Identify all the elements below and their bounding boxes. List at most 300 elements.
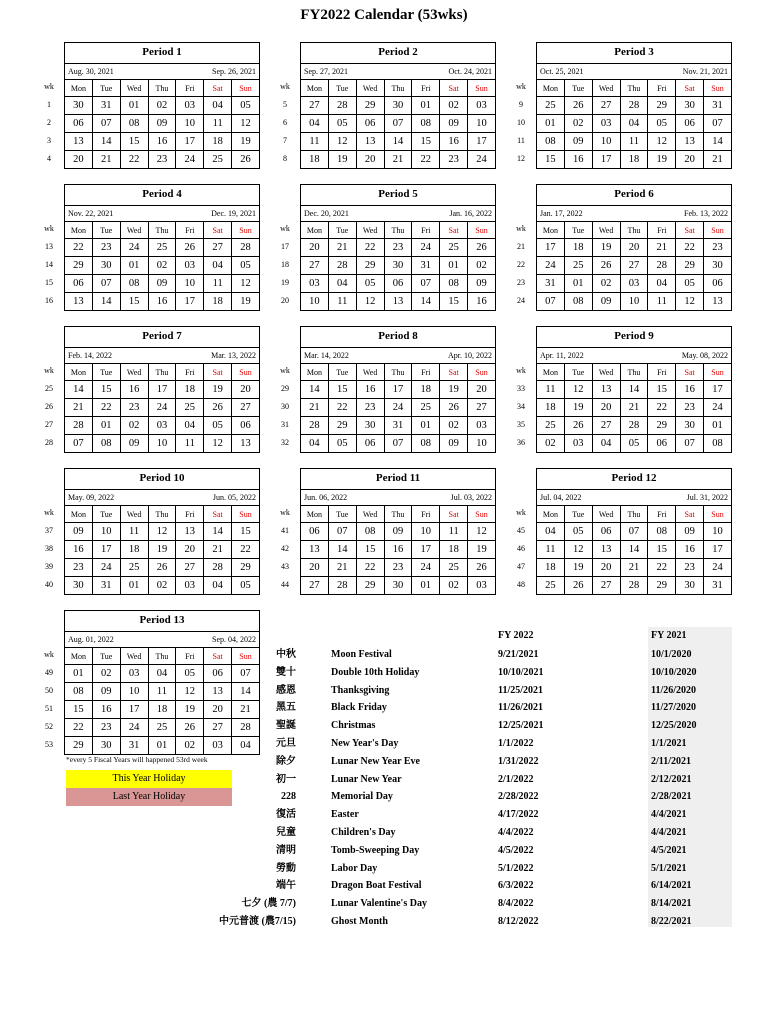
period-date-range	[536, 205, 732, 221]
period-day-table	[536, 79, 732, 169]
day-cell: 11	[328, 293, 356, 311]
period-end-date: May. 08, 2022	[681, 351, 728, 360]
week-row	[65, 577, 260, 595]
day-header: Mon	[65, 80, 93, 97]
period-start-date: Apr. 11, 2022	[540, 351, 584, 360]
day-header: Tue	[328, 506, 356, 523]
day-cell: 29	[356, 97, 384, 115]
day-cell: 01	[148, 737, 176, 755]
day-cell: 26	[592, 257, 620, 275]
day-cell: 05	[232, 577, 260, 595]
week-number: 28	[45, 438, 53, 447]
day-header: Fri	[176, 648, 204, 665]
day-cell: 08	[537, 133, 565, 151]
wk-label: wk	[516, 508, 526, 517]
day-cell: 19	[328, 151, 356, 169]
holiday-english-name: Dragon Boat Festival	[331, 880, 422, 892]
week-row	[537, 115, 732, 133]
holiday-chinese-name: 聖誕	[276, 720, 296, 732]
day-cell: 22	[120, 151, 148, 169]
week-row	[65, 701, 260, 719]
day-cell: 17	[384, 381, 412, 399]
holiday-date-fy2022: 2/1/2022	[498, 773, 534, 785]
period-end-date: Jul. 03, 2022	[450, 493, 492, 502]
day-cell: 31	[384, 417, 412, 435]
day-header: Thu	[148, 364, 176, 381]
day-cell: 27	[232, 399, 260, 417]
day-cell: 22	[232, 541, 260, 559]
day-cell: 19	[440, 381, 468, 399]
day-header: Sun	[468, 222, 496, 239]
day-cell: 01	[537, 115, 565, 133]
week-row	[537, 417, 732, 435]
period-date-range	[536, 347, 732, 363]
holiday-english-name: Christmas	[331, 720, 376, 732]
holiday-date-fy2022: 12/25/2021	[498, 720, 544, 732]
day-cell: 01	[704, 417, 732, 435]
day-cell: 07	[232, 665, 260, 683]
day-cell: 26	[232, 151, 260, 169]
day-cell: 13	[384, 293, 412, 311]
day-header: Tue	[564, 506, 592, 523]
day-cell: 26	[564, 577, 592, 595]
day-header: Fri	[176, 80, 204, 97]
day-cell: 30	[92, 737, 120, 755]
day-cell: 08	[120, 115, 148, 133]
day-cell: 14	[704, 133, 732, 151]
day-header: Sun	[704, 506, 732, 523]
week-number: 6	[283, 118, 287, 127]
day-cell: 20	[676, 151, 704, 169]
day-cell: 24	[704, 399, 732, 417]
week-number: 46	[517, 544, 525, 553]
day-cell: 14	[301, 381, 329, 399]
day-cell: 12	[564, 541, 592, 559]
day-cell: 19	[468, 541, 496, 559]
day-cell: 30	[384, 257, 412, 275]
day-cell: 13	[676, 133, 704, 151]
day-header: Mon	[537, 506, 565, 523]
day-header: Mon	[301, 364, 329, 381]
holiday-date-fy2021: 2/12/2021	[651, 773, 692, 785]
day-cell: 15	[65, 701, 93, 719]
day-cell: 25	[537, 417, 565, 435]
day-cell: 05	[676, 275, 704, 293]
day-cell: 24	[384, 399, 412, 417]
week-row	[65, 275, 260, 293]
day-header: Thu	[148, 222, 176, 239]
day-cell: 17	[148, 381, 176, 399]
day-cell: 28	[620, 577, 648, 595]
day-cell: 04	[148, 665, 176, 683]
week-row	[65, 417, 260, 435]
day-cell: 10	[620, 293, 648, 311]
day-cell: 07	[328, 523, 356, 541]
day-cell: 26	[148, 559, 176, 577]
day-cell: 01	[564, 275, 592, 293]
day-cell: 13	[232, 435, 260, 453]
day-cell: 25	[176, 399, 204, 417]
day-header: Mon	[65, 648, 93, 665]
week-row	[537, 577, 732, 595]
week-number: 23	[517, 278, 525, 287]
day-cell: 29	[65, 737, 93, 755]
day-cell: 31	[120, 737, 148, 755]
week-number: 15	[45, 278, 53, 287]
day-cell: 29	[65, 257, 93, 275]
day-cell: 13	[65, 293, 93, 311]
period-title: Period 5	[300, 184, 496, 205]
day-cell: 15	[92, 381, 120, 399]
day-cell: 12	[232, 115, 260, 133]
day-cell: 14	[65, 381, 93, 399]
day-cell: 19	[204, 381, 232, 399]
day-cell: 09	[564, 133, 592, 151]
week-number: 3	[47, 136, 51, 145]
day-cell: 20	[301, 559, 329, 577]
period-title: Period 4	[64, 184, 260, 205]
day-cell: 02	[148, 577, 176, 595]
week-row	[65, 737, 260, 755]
wk-label: wk	[280, 508, 290, 517]
day-cell: 18	[148, 701, 176, 719]
day-cell: 22	[328, 399, 356, 417]
week-row	[537, 523, 732, 541]
day-header: Mon	[301, 222, 329, 239]
period-start-date: Sep. 27, 2021	[304, 67, 348, 76]
holiday-date-fy2022: 8/12/2022	[498, 916, 539, 927]
day-cell: 21	[648, 239, 676, 257]
day-header: Thu	[384, 364, 412, 381]
day-header: Thu	[148, 648, 176, 665]
day-cell: 02	[440, 97, 468, 115]
period-title: Period 12	[536, 468, 732, 489]
wk-label: wk	[516, 224, 526, 233]
day-cell: 31	[537, 275, 565, 293]
day-cell: 11	[620, 133, 648, 151]
day-cell: 16	[676, 381, 704, 399]
day-cell: 04	[301, 435, 329, 453]
day-header: Fri	[412, 506, 440, 523]
day-cell: 15	[440, 293, 468, 311]
period-title: Period 13	[64, 610, 260, 631]
day-cell: 10	[176, 275, 204, 293]
day-cell: 02	[564, 115, 592, 133]
day-cell: 04	[648, 275, 676, 293]
week-row	[65, 257, 260, 275]
day-cell: 27	[204, 239, 232, 257]
day-cell: 07	[92, 275, 120, 293]
day-cell: 16	[468, 293, 496, 311]
day-cell: 21	[204, 541, 232, 559]
day-cell: 04	[328, 275, 356, 293]
day-header: Thu	[384, 80, 412, 97]
period-day-table	[64, 79, 260, 169]
day-cell: 06	[232, 417, 260, 435]
period-day-table	[536, 363, 732, 453]
day-cell: 12	[564, 381, 592, 399]
day-cell: 09	[148, 115, 176, 133]
day-cell: 12	[648, 133, 676, 151]
week-number: 41	[281, 526, 289, 535]
period-date-range	[300, 489, 496, 505]
week-row	[301, 577, 496, 595]
day-header: Sat	[440, 506, 468, 523]
day-cell: 21	[620, 559, 648, 577]
week-number: 51	[45, 704, 53, 713]
day-cell: 24	[120, 239, 148, 257]
day-cell: 05	[328, 115, 356, 133]
day-header: Wed	[120, 80, 148, 97]
day-header: Wed	[356, 506, 384, 523]
day-cell: 08	[356, 523, 384, 541]
week-number: 47	[517, 562, 525, 571]
day-cell: 11	[176, 435, 204, 453]
day-cell: 05	[564, 523, 592, 541]
day-cell: 02	[468, 257, 496, 275]
day-cell: 14	[384, 133, 412, 151]
day-cell: 23	[148, 151, 176, 169]
day-cell: 25	[412, 399, 440, 417]
day-cell: 13	[592, 381, 620, 399]
day-cell: 25	[537, 577, 565, 595]
day-cell: 22	[648, 559, 676, 577]
day-cell: 03	[564, 435, 592, 453]
day-cell: 11	[440, 523, 468, 541]
week-number: 52	[45, 722, 53, 731]
week-number: 32	[281, 438, 289, 447]
day-cell: 18	[537, 399, 565, 417]
day-cell: 21	[92, 151, 120, 169]
day-cell: 09	[65, 523, 93, 541]
week-row	[301, 257, 496, 275]
week-row	[65, 293, 260, 311]
day-header: Wed	[120, 222, 148, 239]
holiday-english-name: Lunar New Year Eve	[331, 755, 420, 767]
day-cell: 04	[204, 257, 232, 275]
holiday-english-name: Thanksgiving	[331, 684, 390, 696]
day-cell: 07	[384, 435, 412, 453]
week-number: 33	[517, 384, 525, 393]
day-cell: 04	[204, 577, 232, 595]
day-cell: 08	[92, 435, 120, 453]
holiday-date-fy2021: 4/5/2021	[651, 844, 687, 856]
week-number: 42	[281, 544, 289, 553]
day-cell: 05	[620, 435, 648, 453]
day-cell: 06	[704, 275, 732, 293]
week-row	[301, 115, 496, 133]
day-cell: 15	[356, 541, 384, 559]
day-cell: 03	[148, 417, 176, 435]
week-number: 53	[45, 740, 53, 749]
day-header: Fri	[412, 222, 440, 239]
day-cell: 21	[384, 151, 412, 169]
holiday-chinese-name: 雙十	[276, 666, 296, 678]
week-row	[537, 559, 732, 577]
day-cell: 06	[592, 523, 620, 541]
day-cell: 27	[301, 257, 329, 275]
day-cell: 29	[648, 577, 676, 595]
holiday-english-name: Lunar Valentine's Day	[331, 898, 427, 910]
day-cell: 02	[440, 577, 468, 595]
day-header: Tue	[564, 80, 592, 97]
day-cell: 15	[120, 293, 148, 311]
day-cell: 20	[592, 399, 620, 417]
period-end-date: Jun. 05, 2022	[212, 493, 256, 502]
week-row	[65, 435, 260, 453]
day-cell: 27	[592, 97, 620, 115]
day-header: Thu	[620, 506, 648, 523]
day-cell: 19	[648, 151, 676, 169]
day-cell: 13	[65, 133, 93, 151]
day-header: Fri	[176, 506, 204, 523]
holiday-date-fy2021: 4/4/2021	[651, 827, 687, 838]
week-number: 34	[517, 402, 525, 411]
day-cell: 05	[328, 435, 356, 453]
day-cell: 27	[176, 559, 204, 577]
day-header: Sun	[232, 364, 260, 381]
day-header: Fri	[648, 364, 676, 381]
day-cell: 10	[412, 523, 440, 541]
day-cell: 28	[65, 417, 93, 435]
week-row	[537, 275, 732, 293]
week-number: 37	[45, 526, 53, 535]
holiday-english-name: Lunar New Year	[331, 773, 402, 785]
wk-label: wk	[44, 508, 54, 517]
day-cell: 09	[148, 275, 176, 293]
holiday-date-fy2021: 12/25/2020	[651, 720, 697, 732]
week-number: 9	[519, 100, 523, 109]
week-number: 16	[45, 296, 53, 305]
week-number: 29	[281, 384, 289, 393]
day-cell: 12	[204, 435, 232, 453]
day-header: Sun	[704, 80, 732, 97]
day-cell: 02	[440, 417, 468, 435]
period-end-date: Sep. 26, 2021	[212, 67, 256, 76]
week-number: 26	[45, 402, 53, 411]
holiday-chinese-name: 清明	[276, 844, 296, 856]
day-cell: 27	[592, 577, 620, 595]
day-cell: 08	[704, 435, 732, 453]
day-header: Thu	[384, 506, 412, 523]
day-header: Sun	[232, 80, 260, 97]
day-header: Sat	[440, 364, 468, 381]
day-header: Thu	[620, 364, 648, 381]
week-row	[301, 541, 496, 559]
day-cell: 06	[65, 115, 93, 133]
day-cell: 20	[356, 151, 384, 169]
day-cell: 13	[704, 293, 732, 311]
period-end-date: Mar. 13, 2022	[211, 351, 256, 360]
day-cell: 17	[704, 381, 732, 399]
day-cell: 24	[92, 559, 120, 577]
week-number: 4	[47, 154, 51, 163]
week-number: 21	[517, 242, 525, 251]
day-cell: 17	[176, 293, 204, 311]
day-cell: 18	[204, 293, 232, 311]
day-cell: 28	[301, 417, 329, 435]
day-cell: 27	[592, 417, 620, 435]
day-header: Sun	[704, 364, 732, 381]
day-cell: 16	[384, 541, 412, 559]
day-cell: 12	[176, 683, 204, 701]
day-cell: 01	[412, 417, 440, 435]
day-cell: 16	[120, 381, 148, 399]
week-row	[65, 115, 260, 133]
day-cell: 17	[92, 541, 120, 559]
day-cell: 17	[120, 701, 148, 719]
day-cell: 31	[412, 257, 440, 275]
week-number: 49	[45, 668, 53, 677]
day-header: Sat	[676, 80, 704, 97]
day-header: Mon	[537, 364, 565, 381]
day-cell: 14	[328, 541, 356, 559]
holiday-date-fy2021: 11/26/2020	[651, 684, 697, 696]
week-row	[301, 417, 496, 435]
day-cell: 19	[148, 541, 176, 559]
day-cell: 24	[537, 257, 565, 275]
period-start-date: Aug. 01, 2022	[68, 635, 114, 644]
week-row	[537, 257, 732, 275]
day-cell: 23	[440, 151, 468, 169]
day-cell: 11	[204, 115, 232, 133]
day-cell: 01	[65, 665, 93, 683]
holiday-chinese-name: 端午	[276, 880, 296, 892]
period-title: Period 3	[536, 42, 732, 63]
week-number: 35	[517, 420, 525, 429]
holiday-chinese-name: 中元普渡 (農7/15)	[219, 916, 296, 927]
day-header: Thu	[620, 80, 648, 97]
day-header: Fri	[176, 222, 204, 239]
day-cell: 03	[301, 275, 329, 293]
day-cell: 30	[65, 97, 93, 115]
week-row	[537, 97, 732, 115]
week-number: 13	[45, 242, 53, 251]
day-cell: 22	[92, 399, 120, 417]
day-cell: 21	[704, 151, 732, 169]
day-cell: 02	[148, 257, 176, 275]
period-day-table	[300, 79, 496, 169]
day-cell: 11	[204, 275, 232, 293]
day-cell: 22	[356, 559, 384, 577]
wk-label: wk	[44, 366, 54, 375]
week-number: 38	[45, 544, 53, 553]
day-cell: 31	[92, 97, 120, 115]
day-cell: 16	[440, 133, 468, 151]
holiday-date-fy2022: 5/1/2022	[498, 862, 534, 874]
day-cell: 15	[120, 133, 148, 151]
day-cell: 10	[92, 523, 120, 541]
holiday-date-fy2022: 9/21/2021	[498, 649, 539, 660]
day-cell: 12	[232, 275, 260, 293]
period-day-table	[536, 221, 732, 311]
week-number: 25	[45, 384, 53, 393]
day-cell: 01	[120, 577, 148, 595]
day-cell: 16	[356, 381, 384, 399]
period-day-table	[64, 647, 260, 755]
day-cell: 06	[65, 275, 93, 293]
day-cell: 08	[440, 275, 468, 293]
day-header: Mon	[65, 364, 93, 381]
week-row	[65, 381, 260, 399]
day-cell: 02	[537, 435, 565, 453]
week-row	[301, 275, 496, 293]
day-cell: 02	[92, 665, 120, 683]
holiday-english-name: Moon Festival	[331, 649, 392, 660]
day-cell: 31	[92, 577, 120, 595]
day-cell: 02	[592, 275, 620, 293]
day-cell: 22	[65, 719, 93, 737]
